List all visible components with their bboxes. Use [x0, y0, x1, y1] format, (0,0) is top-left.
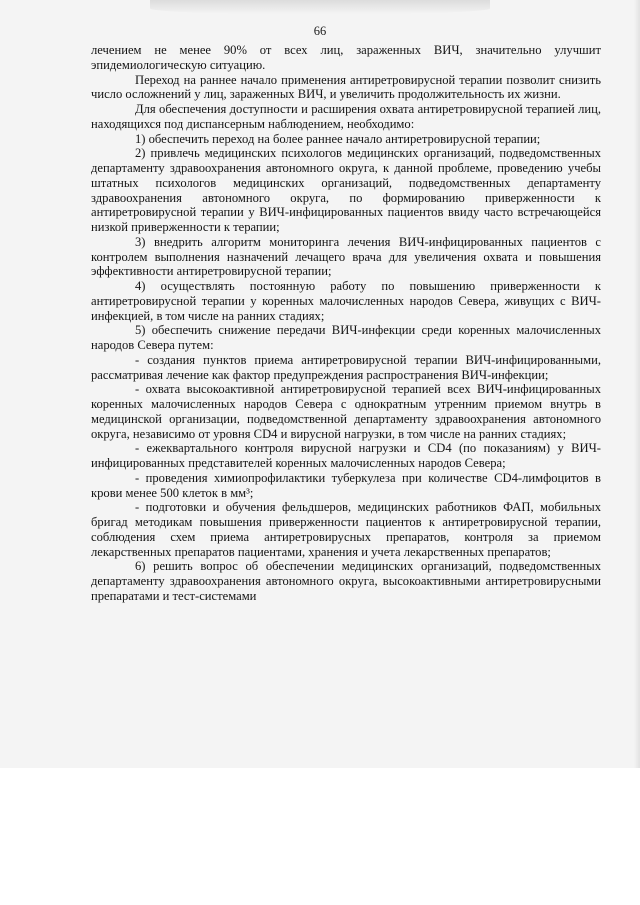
list-item: 6) решить вопрос об обеспечении медицинских организаций, подведомственных департаменту здравоохранения автономного округа, высокоактивными антиретровирусными препаратами и тест-системами	[91, 559, 601, 603]
paragraph: Переход на раннее начало применения антиретровирусной терапии позволит снизить число осложнений у лиц, зараженных ВИЧ, и увеличить продолжительность их жизни.	[91, 72, 601, 102]
sub-list-item: - ежеквартального контроля вирусной нагрузки и CD4 (по показаниям) у ВИЧ-инфицированных представителей коренных малочисленных народов Севера;	[91, 441, 601, 470]
list-item: 1) обеспечить переход на более раннее начало антиретровирусной терапии;	[135, 131, 541, 146]
list-item: 5) обеспечить снижение передачи ВИЧ-инфекции среди коренных малочисленных народов Севера путем:	[91, 323, 601, 352]
page-number: 66	[313, 24, 327, 38]
sub-list-item: - охвата высокоактивной антиретровирусной терапией всех ВИЧ-инфицированных коренных малочисленных народов Севера с однократным утренним приемом внутрь в медицинской организации, подведомственной департаменту здравоохранения автономного округа, независимо от уровня CD4 и вирусной нагрузки, в том числе на ранних стадиях;	[91, 382, 601, 441]
sub-list-item: - проведения химиопрофилактики туберкулеза при количестве CD4-лимфоцитов в крови менее 500 клеток в мм³;	[91, 470, 601, 500]
list-item: 3) внедрить алгоритм мониторинга лечения ВИЧ-инфицированных пациентов с контролем выполнения назначений лечащего врача для увеличения охвата и повышения эффективности антиретровирусной терапии;	[91, 234, 601, 279]
list-item: 2) привлечь медицинских психологов медицинских организаций, подведомственных департаменту здравоохранения автономного округа, к данной проблеме, проведению учебы штатных психологов медицинских организаций, подведомственных департаменту здравоохранения автономного округа, по формированию приверженности к антиретровирусной терапии у ВИЧ-инфицированных пациентов ввиду часто встречающейся низкой приверженности к терапии;	[91, 146, 601, 234]
list-item: 4) осуществлять постоянную работу по повышению приверженности к антиретровирусной терапии у коренных малочисленных народов Севера, живущих с ВИЧ-инфекцией, в том числе на ранних стадиях;	[91, 279, 601, 323]
scan-top-shadow	[150, 0, 490, 14]
scan-right-edge	[634, 0, 640, 768]
blank-area	[0, 768, 640, 905]
sub-list-item: - создания пунктов приема антиретровирусной терапии ВИЧ-инфицированными, рассматривая лечение как фактор предупреждения распространения ВИЧ-инфекции;	[91, 352, 601, 382]
sub-list-item: - подготовки и обучения фельдшеров, медицинских работников ФАП, мобильных бригад методикам повышения приверженности пациентов к антиретровирусной терапии, соблюдения схем приема антиретровирусных препаратов, контроля за приемом лекарственных препаратов пациентами, хранения и учета лекарственных препаратов;	[91, 500, 601, 559]
paragraph: лечением не менее 90% от всех лиц, зараженных ВИЧ, значительно улучшит эпидемиологическую ситуацию.	[91, 43, 601, 72]
body-text	[91, 43, 601, 604]
paragraph: Для обеспечения доступности и расширения охвата антиретровирусной терапией лиц, находящихся под диспансерным наблюдением, необходимо:	[91, 102, 601, 131]
